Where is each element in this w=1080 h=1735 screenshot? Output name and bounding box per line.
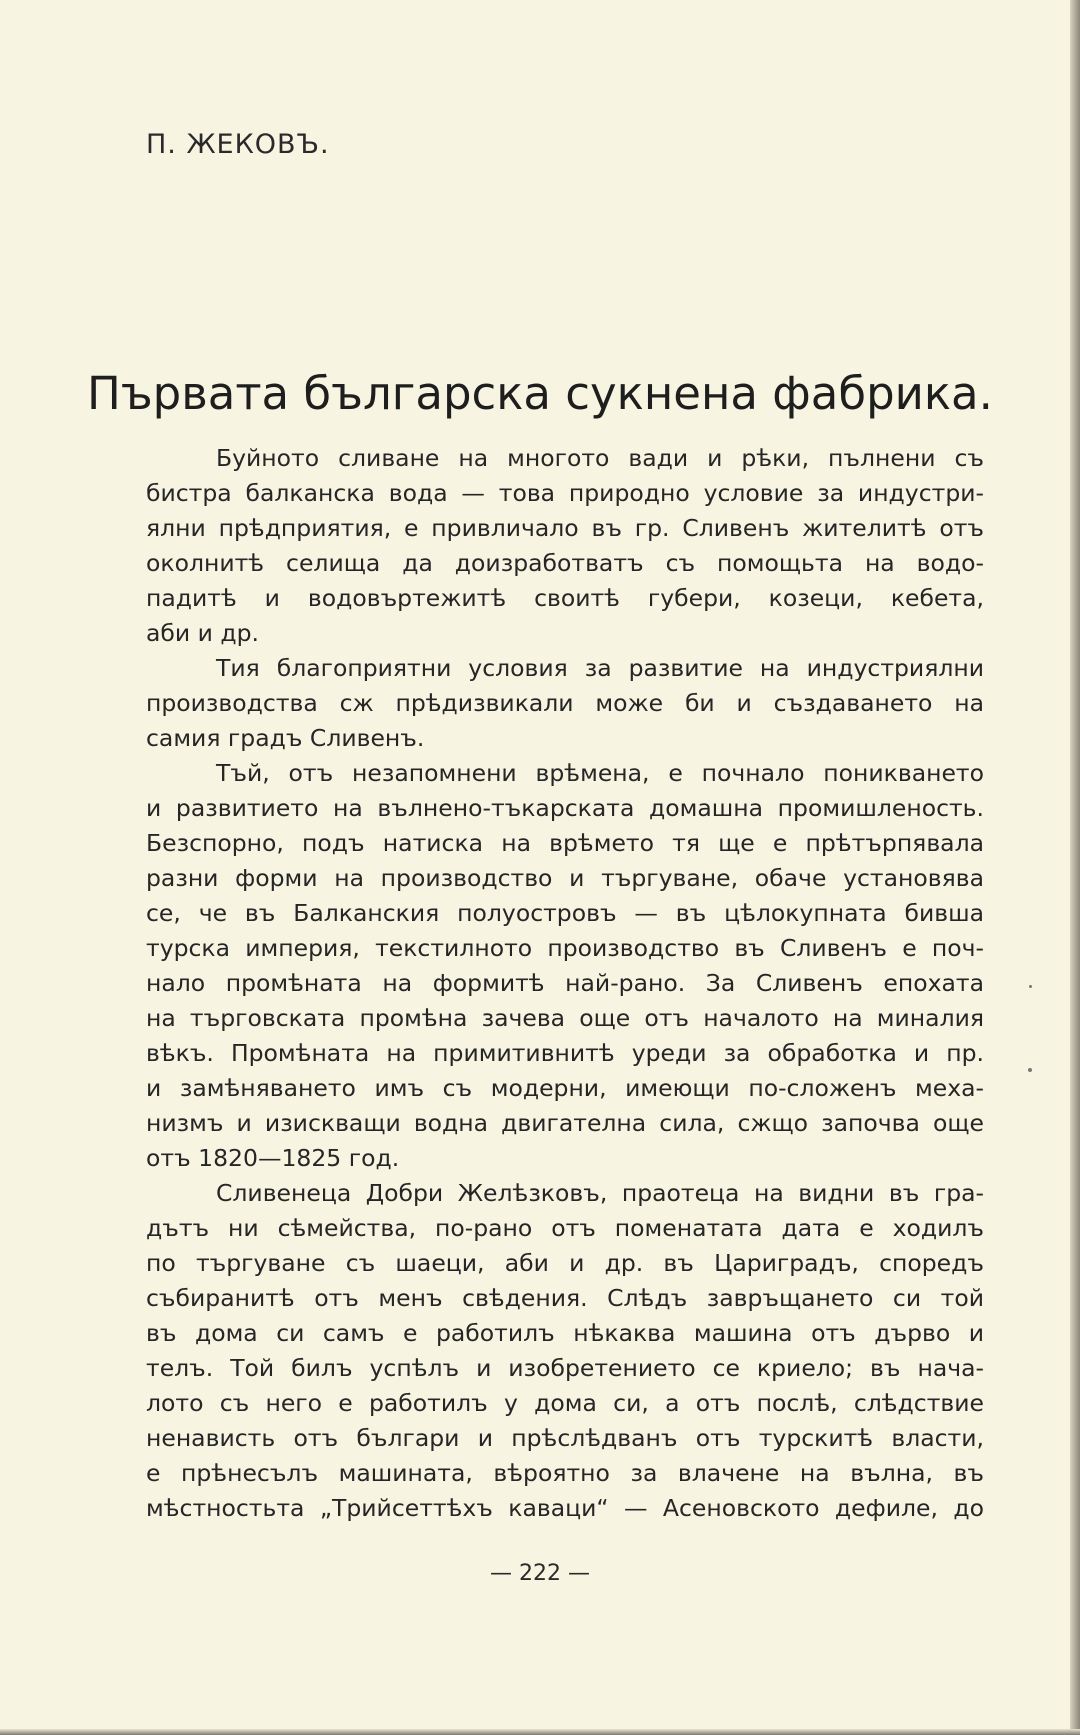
text-line: Буйното сливане на многото вади и рѣки, пълнени съ [216,444,984,472]
text-line: дътъ ни сѣмейства, по-рано отъ поменатата дата е ходилъ [146,1214,984,1242]
text-line: производства сж прѣдизвикали може би и създаването на [146,689,984,717]
text-line: Тия благоприятни условия за развитие на индустриялни [216,654,984,682]
text-line: аби и др. [146,619,260,647]
text-line: телъ. Той билъ успѣлъ и изобретението се криело; въ нача- [146,1354,984,1382]
article-body [146,441,984,1526]
text-line: турска империя, текстилното производство въ Сливенъ е поч- [146,934,984,962]
text-line: Сливенеца Добри Желѣзковъ, праотеца на видни въ гра- [216,1179,984,1207]
text-line: въ дома си самъ е работилъ нѣкаква машина отъ дърво и [146,1319,984,1347]
text-line: нало промѣната на формитѣ най-рано. За Сливенъ епохата [146,969,984,997]
text-line: и замѣняването имъ съ модерни, имеющи по-сложенъ меха- [146,1074,984,1102]
text-line: и развитието на вълнено-тъкарската домашна промишленость. [146,794,984,822]
text-line: събиранитѣ отъ менъ свѣдения. Слѣдъ завръщането си той [146,1284,984,1312]
text-line: околнитѣ селища да доизработватъ съ помощьта на водо- [146,549,984,577]
article-title: Първата българска сукнена фабрика. [87,367,993,420]
text-line: низмъ и изискващи водна двигателна сила, сжщо започва още [146,1109,984,1137]
page-bottom-edge [0,1729,1080,1735]
text-line: самия градъ Сливенъ. [146,724,425,752]
page-number: — 222 — [490,1561,590,1586]
text-line: лото съ него е работилъ у дома си, а отъ послѣ, слѣдствие [146,1389,984,1417]
text-line: се, че въ Балканския полуостровъ — въ цѣлокупната бивша [146,899,984,927]
text-line: ялни прѣдприятия, е привличало въ гр. Сливенъ жителитѣ отъ [146,514,984,542]
author-name: П. ЖЕКОВЪ. [146,129,330,160]
text-line: падитѣ и водовъртежитѣ своитѣ губери, козеци, кебета, [146,584,984,612]
text-line: бистра балканска вода — това природно условие за индустри- [146,479,984,507]
text-line: е прѣнесълъ машината, вѣроятно за влачене на вълна, въ [146,1459,984,1487]
text-line: на търговската промѣна зачева още отъ началото на миналия [146,1004,984,1032]
print-speck [1029,985,1032,988]
text-line: ненависть отъ българи и прѣслѣдванъ отъ турскитѣ власти, [146,1424,984,1452]
text-line: разни форми на производство и търгуване, обаче установява [146,864,984,892]
text-line: мѣстностьта „Трийсеттѣхъ каваци“ — Асеновското дефиле, до [146,1494,984,1522]
print-speck [1028,1068,1032,1072]
text-line: Тъй, отъ незапомнени врѣмена, е почнало поникването [216,759,984,787]
text-line: по търгуване съ шаеци, аби и др. въ Цариградъ, споредъ [146,1249,984,1277]
text-line: Безспорно, подъ натиска на врѣмето тя ще е прѣтърпявала [146,829,984,857]
text-line: вѣкъ. Промѣната на примитивнитѣ уреди за обработка и пр. [146,1039,984,1067]
text-line: отъ 1820—1825 год. [146,1144,400,1172]
page-edge-shadow [1070,0,1080,1735]
